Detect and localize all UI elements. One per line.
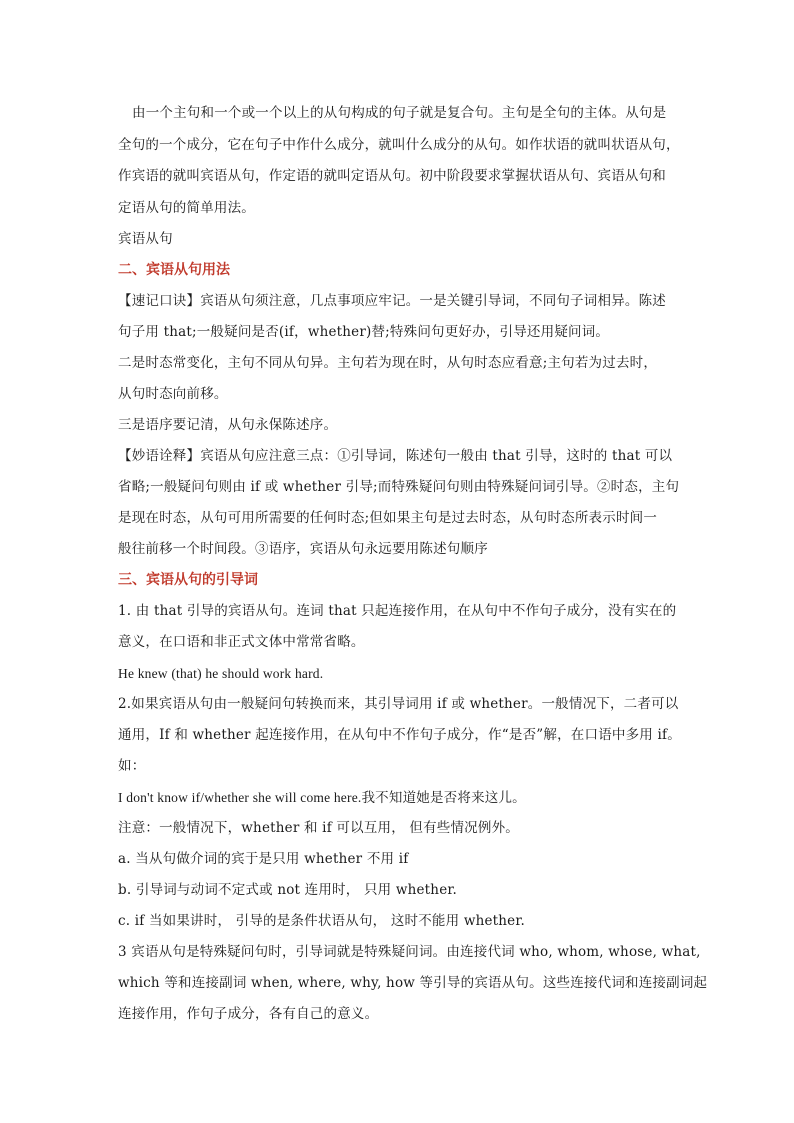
topic-label: 宾语从句 xyxy=(118,231,173,247)
note-item-a: a. 当从句做介词的宾于是只用 whether 不用 if xyxy=(118,851,409,867)
item3-paragraph xyxy=(118,937,708,1030)
item1-line: 1. 由 that 引导的宾语从句。连词 that 只起连接作用，在从句中不作句子成分，没有实在的 xyxy=(118,603,677,619)
explanation-line: 是现在时态，从句可用所需要的任何时态;但如果主句是过去时态，从句时态所表示时间一 xyxy=(118,510,658,526)
explanation-line: 省略;一般疑问句则由 if 或 whether 引导;而特殊疑问句则由特殊疑问词引导。②时态，主句 xyxy=(118,479,680,495)
item2-line: 如： xyxy=(118,758,146,774)
item3-line: 连接作用，作句子成分，各有自己的意义。 xyxy=(118,1006,379,1022)
item1-line: 意义，在口语和非正式文体中常常省略。 xyxy=(118,634,365,650)
example-sentence-2: I don't know if/whether she will come here.我不知道她是否将来这儿。 xyxy=(118,790,526,805)
mnemonic-line: 【速记口诀】宾语从句须注意，几点事项应牢记。一是关键引导词，不同句子词相异。陈述 xyxy=(118,293,666,309)
item3-line: which 等和连接副词 when, where, why, how 等引导的宾语从句。这些连接代词和连接副词起 xyxy=(118,975,708,991)
intro-line: 作宾语的就叫宾语从句，作定语的就叫定语从句。初中阶段要求掌握状语从句、宾语从句和 xyxy=(118,168,666,184)
item2-paragraph xyxy=(118,689,681,782)
note-line: 注意：一般情况下，whether 和 if 可以互用， 但有些情况例外。 xyxy=(118,820,519,836)
item1-paragraph xyxy=(118,596,678,658)
intro-line: 定语从句的简单用法。 xyxy=(118,199,255,216)
item2-line: 2.如果宾语从句由一般疑问句转换而来，其引导词用 if 或 whether。一般情况下，二者可以 xyxy=(118,696,679,712)
note-item-c: c. if 当如果讲时， 引导的是条件状语从句， 这时不能用 whether. xyxy=(118,913,526,929)
mnemonic-paragraph xyxy=(118,286,678,441)
intro-line: 由一个主句和一个或一个以上的从句构成的句子就是复合句。主句是全句的主体。从句是 xyxy=(132,105,667,121)
mnemonic-line: 句子用 that;一般疑问是否(if，whether)替;特殊问句更好办，引导还用疑问词。 xyxy=(118,324,610,340)
item3-line: 3 宾语从句是特殊疑问句时，引导词就是特殊疑问词。由连接代词 who, whom, whose, what, xyxy=(118,944,701,960)
document-page xyxy=(118,98,708,1030)
explanation-line: 【妙语诠释】宾语从句应注意三点：①引导词，陈述句一般由 that 引导，这时的 that 可以 xyxy=(118,448,673,464)
note-item-b: b. 引导词与动词不定式或 not 连用时， 只用 whether. xyxy=(118,882,458,898)
mnemonic-line: 二是时态常变化，主句不同从句异。主句若为现在时，从句时态应看意;主句若为过去时， xyxy=(118,355,658,371)
section-heading-connectives: 三、宾语从句的引导词 xyxy=(118,572,258,588)
mnemonic-line: 从句时态向前移。 xyxy=(118,386,228,402)
mnemonic-line: 三是语序要记清，从句永保陈述序。 xyxy=(118,417,338,433)
intro-line: 全句的一个成分，它在句子中作什么成分，就叫什么成分的从句。如作状语的就叫状语从句， xyxy=(118,136,680,153)
explanation-line: 般往前移一个时间段。③语序，宾语从句永远要用陈述句顺序 xyxy=(118,541,488,557)
intro-paragraph xyxy=(118,98,678,224)
example-sentence-1: He knew (that) he should work hard. xyxy=(118,666,324,681)
item2-line: 通用，If 和 whether 起连接作用，在从句中不作句子成分，作“是否”解，在口语中多用 if。 xyxy=(118,727,681,743)
explanation-paragraph xyxy=(118,441,678,565)
section-heading-usage: 二、宾语从句用法 xyxy=(118,262,230,278)
